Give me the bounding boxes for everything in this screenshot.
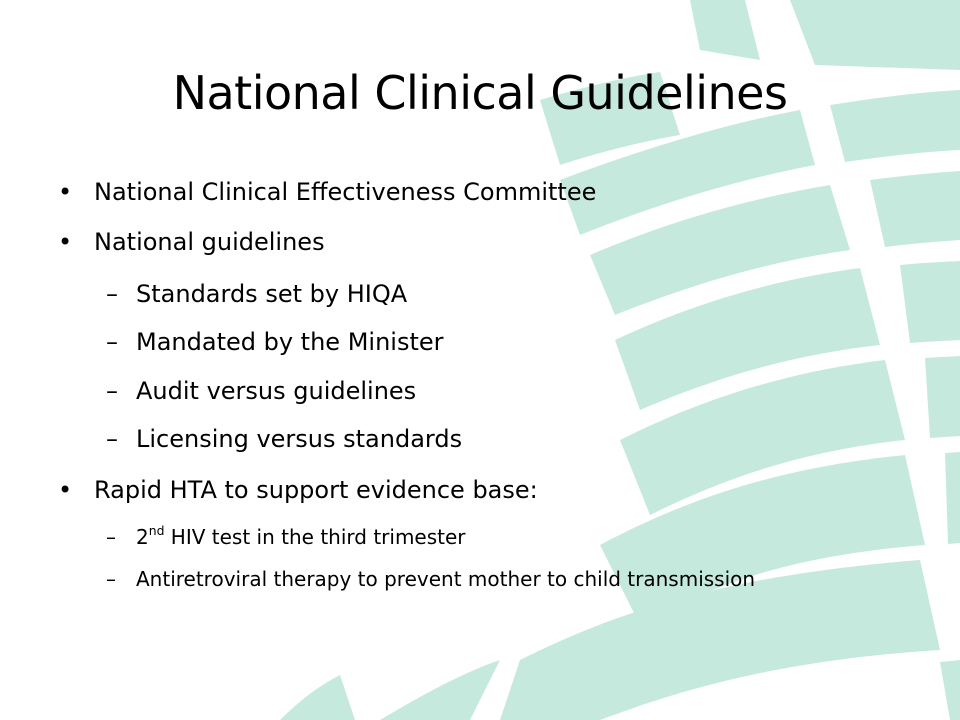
sub-item: Antiretroviral therapy to prevent mother to child transmission — [136, 567, 756, 591]
sub-item: Standards set by HIQA — [136, 280, 408, 308]
dash-glyph: – — [106, 425, 118, 453]
bullet-item: Rapid HTA to support evidence base: — [94, 476, 538, 504]
bullet-glyph: • — [58, 228, 73, 256]
dash-glyph: – — [106, 377, 118, 405]
sub-item-prefix: 2 — [136, 525, 149, 549]
bullet-item: National Clinical Effectiveness Committee — [94, 178, 597, 206]
sub-item-rest: HIV test in the third trimester — [164, 525, 466, 549]
bullet-item: National guidelines — [94, 228, 325, 256]
dash-glyph: – — [106, 525, 116, 549]
slide-title: National Clinical Guidelines — [172, 66, 788, 120]
dash-glyph: – — [106, 567, 116, 591]
sub-item-hiv-test — [136, 525, 466, 549]
sub-item-ordinal: nd — [148, 523, 165, 539]
sub-item: Mandated by the Minister — [136, 328, 444, 356]
sub-item: Audit versus guidelines — [136, 377, 417, 405]
bullet-glyph: • — [58, 476, 73, 504]
dash-glyph: – — [106, 328, 118, 356]
dash-glyph: – — [106, 280, 118, 308]
bullet-glyph: • — [58, 178, 73, 206]
sub-item: Licensing versus standards — [136, 425, 463, 453]
